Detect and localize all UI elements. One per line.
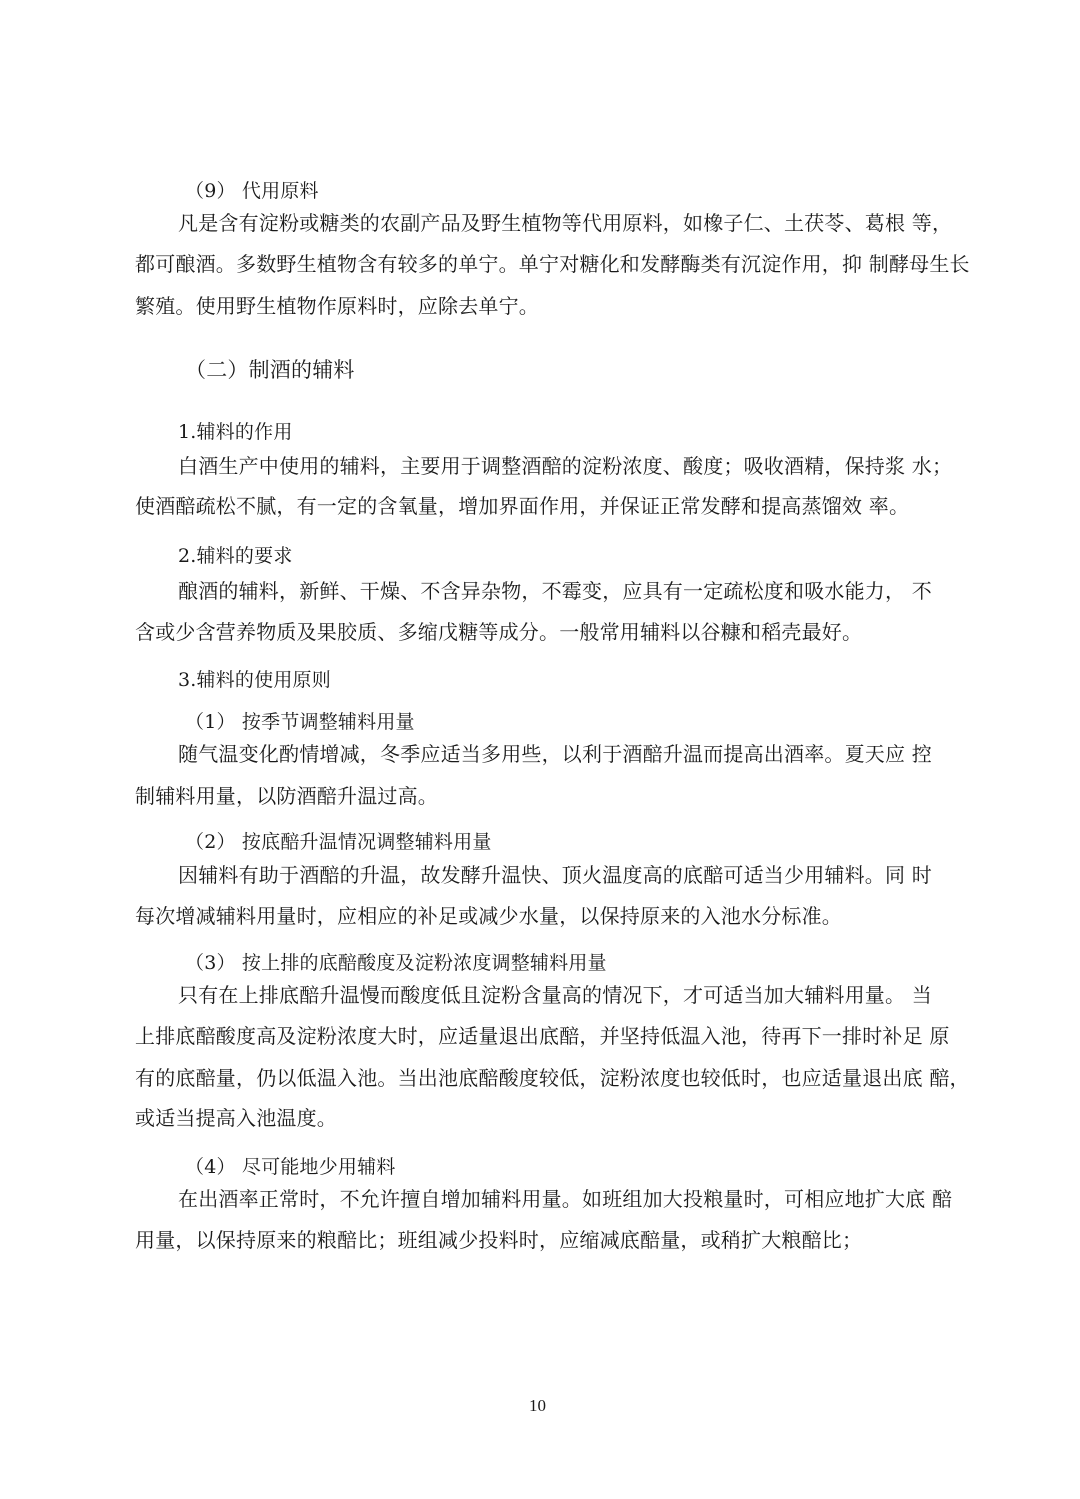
item-9-heading: （9） 代用原料 xyxy=(185,180,319,202)
sub-1-line-1: 白酒生产中使用的辅料，主要用于调整酒醅的淀粉浓度、酸度；吸收酒精，保持浆 水； xyxy=(178,454,953,478)
sub-3-item-1-line-2: 制辅料用量，以防酒醅升温过高。 xyxy=(135,784,438,808)
item-9-line-2: 都可酿酒。多数野生植物含有较多的单宁。单宁对糖化和发酵酶类有沉淀作用，抑 制酵母生长 xyxy=(135,252,970,276)
sub-3-item-3-line-4: 或适当提高入池温度。 xyxy=(135,1106,337,1130)
sub-3-item-4-heading: （4） 尽可能地少用辅料 xyxy=(185,1156,396,1178)
sub-3-item-2-line-2: 每次增减辅料用量时，应相应的补足或减少水量，以保持原来的入池水分标准。 xyxy=(135,904,842,928)
sub-3-item-3-line-3: 有的底醅量，仍以低温入池。当出池底醅酸度较低，淀粉浓度也较低时，也应适量退出底 醅， xyxy=(135,1066,970,1090)
sub-1-heading: 1.辅料的作用 xyxy=(178,421,293,443)
sub-3-item-3-line-2: 上排底醅酸度高及淀粉浓度大时，应适量退出底醅，并坚持低温入池，待再下一排时补足 原 xyxy=(135,1024,950,1048)
sub-3-item-1-line-1: 随气温变化酌情增减，冬季应适当多用些，以利于酒醅升温而提高出酒率。夏天应 控 xyxy=(178,742,932,766)
sub-2-line-2: 含或少含营养物质及果胶质、多缩戊糖等成分。一般常用辅料以谷糠和稻壳最好。 xyxy=(135,620,863,644)
sub-3-heading: 3.辅料的使用原则 xyxy=(178,669,331,691)
sub-1-line-2: 使酒醅疏松不腻，有一定的含氧量，增加界面作用，并保证正常发酵和提高蒸馏效 率。 xyxy=(135,494,910,518)
sub-3-item-1-heading: （1） 按季节调整辅料用量 xyxy=(185,711,415,733)
sub-3-item-4-line-2: 用量，以保持原来的粮醅比；班组减少投料时，应缩减底醅量，或稍扩大粮醅比； xyxy=(135,1228,863,1252)
page-number: 10 xyxy=(529,1396,546,1415)
sub-2-heading: 2.辅料的要求 xyxy=(178,545,293,567)
section-2-title: （二）制酒的辅料 xyxy=(185,358,355,382)
sub-3-item-2-heading: （2） 按底醅升温情况调整辅料用量 xyxy=(185,831,492,853)
sub-3-item-4-line-1: 在出酒率正常时，不允许擅自增加辅料用量。如班组加大投粮量时，可相应地扩大底 醅 xyxy=(178,1187,953,1211)
sub-3-item-2-line-1: 因辅料有助于酒醅的升温，故发酵升温快、顶火温度高的底醅可适当少用辅料。同 时 xyxy=(178,863,932,887)
sub-2-line-1: 酿酒的辅料，新鲜、干燥、不含异杂物，不霉变，应具有一定疏松度和吸水能力， 不 xyxy=(178,579,932,603)
item-9-line-1: 凡是含有淀粉或糖类的农副产品及野生植物等代用原料，如橡子仁、土茯苓、葛根 等， xyxy=(178,211,953,235)
sub-3-item-3-heading: （3） 按上排的底醅酸度及淀粉浓度调整辅料用量 xyxy=(185,952,607,974)
sub-3-item-3-line-1: 只有在上排底醅升温慢而酸度低且淀粉含量高的情况下，才可适当加大辅料用量。 当 xyxy=(178,983,932,1007)
item-9-line-3: 繁殖。使用野生植物作原料时，应除去单宁。 xyxy=(135,294,539,318)
